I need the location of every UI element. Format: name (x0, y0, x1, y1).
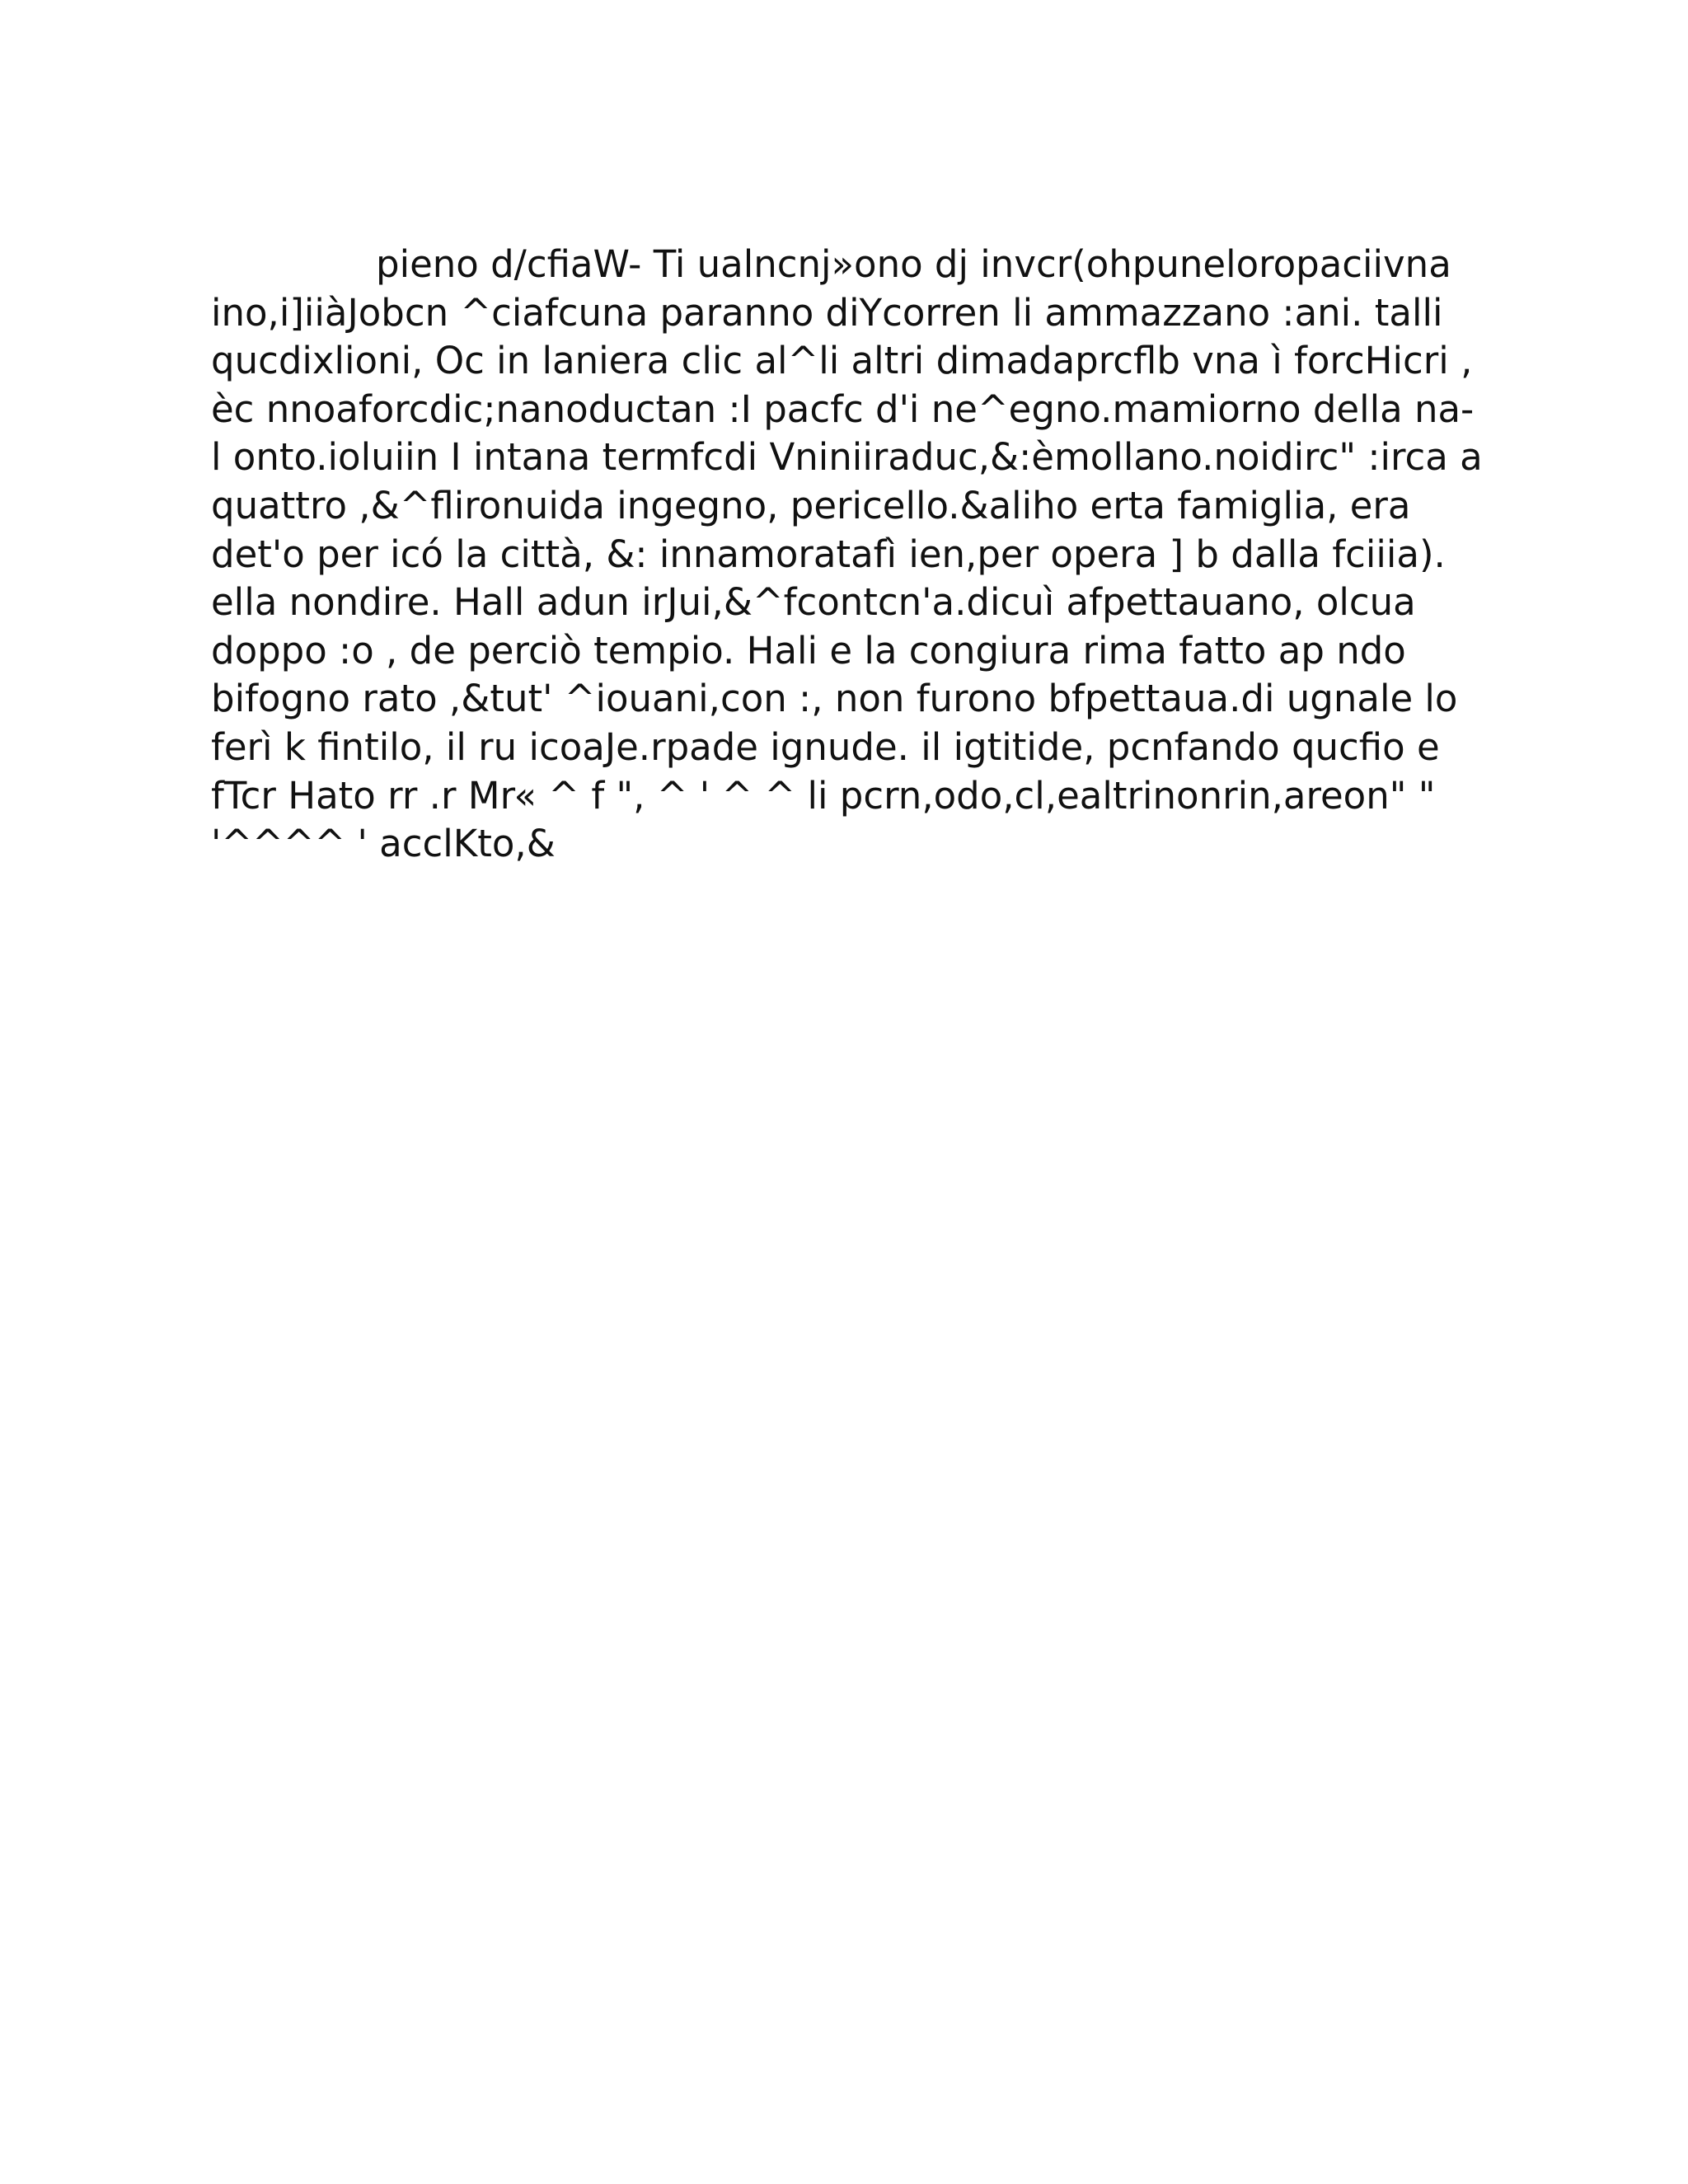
text-line-4: èc nnoaforcdic;nanoductan :I pacfc d'i ne^egno.mamiorno della na- (211, 387, 1475, 431)
text-line-10: bifogno rato ,&tut' ^iouani,con :, non furono bfpettaua.di ugnale lo (211, 677, 1458, 721)
text-line-6: quattro ,&^flironuida ingegno, pericello.&aliho erta famiglia, era (211, 483, 1411, 527)
text-line-1: pieno d/cfiaW- Ti ualncnj»ono dj invcr(ohpuneloropaciivna (376, 242, 1451, 286)
text-line-12: fTcr Hato rr .r Mr« ^ f ", ^ ' ^ ^ li pcrn,odo,cl,ealtrinonrin,areon" " (211, 773, 1436, 818)
text-line-8: ella nondire. Hall adun irJui,&^fcontcn'a.dicuì afpettauano, olcua (211, 580, 1416, 625)
text-line-9: doppo :o , de perciò tempio. Hali e la congiura rima fatto ap ndo (211, 628, 1406, 673)
text-line-7: det'o per icó la città, &: innamoratafì ien,per opera ] b dalla fciiia). (211, 532, 1446, 576)
text-line-13: '^^^^ ' acclKto,& (211, 822, 556, 866)
body-text (211, 241, 1497, 869)
text-line-11: ferì k fintilo, il ru icoaJe.rpade ignude. il igtitide, pcnfando qucfio e (211, 724, 1440, 769)
text-line-2: ino,i]iiàJobcn ^ciafcuna paranno diYcorren li ammazzano :ani. talli (211, 290, 1443, 335)
text-line-3: qucdixlioni, Oc in laniera clic al^li altri dimadaprcflb vna ì forcHicri , (211, 339, 1473, 383)
text-line-5: l onto.ioluiin I intana termfcdi Vniniiraduc,&:èmollano.noidirc" :irca a (211, 435, 1483, 480)
